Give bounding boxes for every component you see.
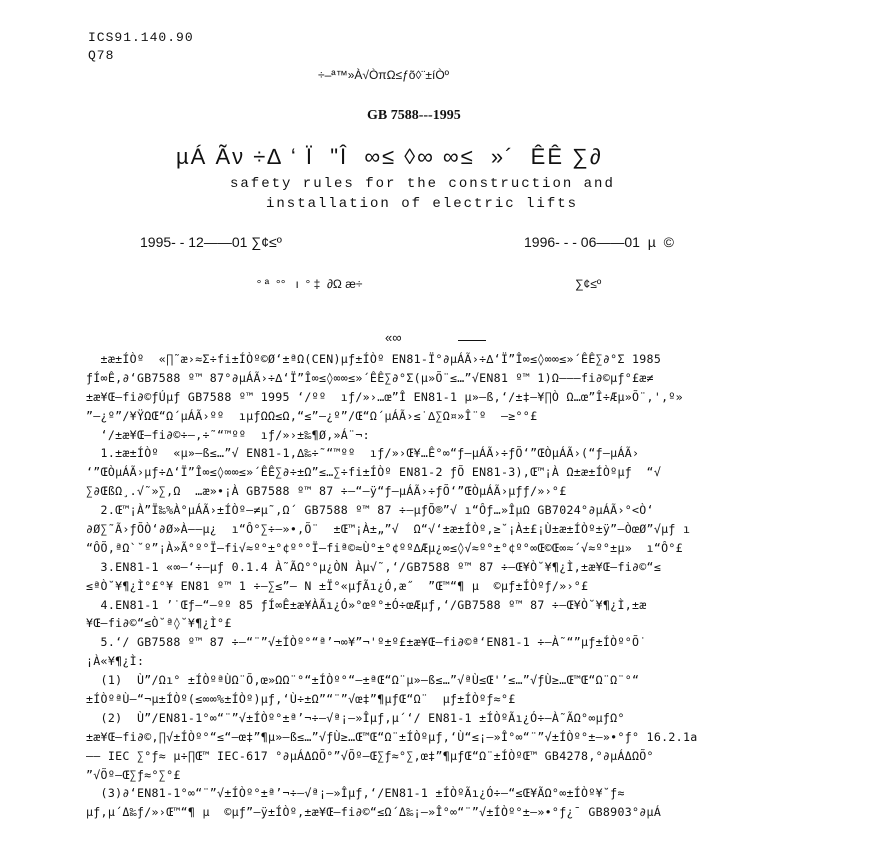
title-chinese: µÁ Ãν ÷∆ ‘ Ï "Î ∞≤ ◊∞ ∞≤ »´ ÊÊ ∑∂ — [176, 144, 603, 169]
effective-date: 1996- - - 06——01 µ © — [524, 234, 674, 250]
body-text-line: ∑∂ŒßΩ¸.√˜»∑,Ω …æ»•¡À GB7588 º™ 87 ÷–“–ÿ“ƒ–µÁÃ›÷ƒÕ‘”ŒÒµÁÃ›µƒƒ∕»›°£ — [86, 484, 567, 499]
body-text-line: “ÔÕ,ªΩ`˘º”¡À»Ã°º°Ï–fi√≈º°±°¢º°°Ï–fiª©≈Ù°±°¢ºº∆Æµ¿∞≤◊√≈º°±°¢º°∞Œ©Œ∞≈´√≈º°±µ» ı“Ô°£ — [86, 540, 683, 555]
body-text-line: 4.EN81-1 ’˙Œƒ–“–ºº 85 ƒÍ∞Ê±æ¥ÀÃı¿Ó»°œº°±Ó÷œÆµƒ,‘∕GB7588 º™ 87 ÷–Œ¥Ò˘¥¶¿Ì,±æ — [86, 597, 647, 612]
approving-authority: ° ª °° ı ° ‡ ∂Ω æ÷ — [250, 277, 363, 291]
standard-number: GB 7588---1995 — [367, 108, 461, 123]
body-text-line: ±ÍÒºªÙ–“¬µ±ÍÒº(≤∞∞%±ÍÒº)µƒ,‘Ù÷±Ω”“¨”√œ‡”¶µƒŒ“Ω¨ µƒ±ÍÒºƒ≈°£ — [86, 692, 516, 707]
body-text-line: µƒ,µ´Δ‰ƒ∕»›Œ™“¶ µ ©µƒ”–ÿ±ÍÒº,±æ¥Œ–fi∂©“≤Ω´Δ‰¡–»Î°∞“¨”√±ÍÒº°±–»•°ƒ¿¯ GB8903°∂µÁ — [86, 805, 662, 820]
body-text-line: 3.EN81-1 «∞—‘÷–µƒ 0.1.4 À˜ÃΩ°°µ¿ÒN Àµ√˜,‘∕GB7588 º™ 87 ÷–Œ¥Ò˘¥¶¿Ì,±æ¥Œ–fi∂©“≤ — [86, 559, 662, 574]
body-text-line: (2) Ù”∕EN81-1°∞“¨”√±ÍÒº°±ª’¬÷–√ª¡–»Îµƒ,µ´‘∕ EN81-1 ±ÍÒºÃı¿Ó÷–À˜ÃΩ°∞µƒΩ° — [86, 710, 625, 725]
body-text-line: ƒÍ∞Ê,∂‘GB7588 º™ 87°∂µÁÃ›÷∆‘Ï”Î∞≤◊∞∞≤»´ÊÊ∑∂°Σ(µ»Õ¨≤…”√EN81 º™ 1)Ω–––fi∂©µƒ°£æ≠ — [86, 370, 654, 385]
body-text-line: ¡À«¥¶¿Ì: — [86, 654, 145, 669]
body-text-line: ”–¿º”∕¥ŸΩŒ“Ω´µÁÃ›ºº ıµƒΩΩ≤Ω,“≤”–¿º”∕Œ“Ω´µÁÃ›≤˙∆∑Ω¤»Î¨º –≥°°£ — [86, 408, 538, 423]
body-text-line: ±æ±ÍÒº «∏˜æ›≈Σ÷fi±ÍÒº©Ø‘±ªΩ(CEN)µƒ±ÍÒº EN81-Ï°∂µÁÃ›÷∆‘Ï”Î∞≤◊∞∞≤»´ÊÊ∑∂°Σ 1985 — [86, 352, 662, 366]
body-text-line: ”√Õº–Œ∑ƒ≈°∑°£ — [86, 767, 181, 782]
body-text-line: 2.Œ™¡À”Ï‰%À°µÁÃ›±ÍÒº–≠µ˜,Ω´ GB7588 º™ 87 ÷–µƒÕ®”√ ı“Ôƒ…»ÎµΩ GB7024°∂µÁÃ›°<Ò‘ — [86, 503, 654, 518]
issuer-name: ÷–ª™»À√ÒπΩ≤ƒõ◊¨±íÒº — [318, 68, 450, 82]
body-text-line: ≤ªÒ˘¥¶¿Ì°£°¥ EN81 º™ 1 ÷–∑≤”– N ±Ï°«µƒÃı¿Ó,æ˝ ”Œ™“¶ µ ©µƒ±ÍÒºƒ∕»›°£ — [86, 578, 589, 593]
classification-code: Q78 — [88, 48, 115, 63]
heading-underline — [458, 340, 486, 341]
body-text-line: 5.‘∕ GB7588 º™ 87 ÷–“¨”√±ÍÒº°“ª’¬∞¥”¬'º±º£±æ¥Œ–fi∂©ª‘EN81-1 ÷–À˜“”µƒ±ÍÒº°Õ˙ — [86, 635, 647, 650]
body-text-line: ‘”ŒÒµÁÃ›µƒ÷∆‘Ï”Î∞≤◊∞∞≤»´ÊÊ∑∂÷±Ω”≤…∑÷fi±ÍÒº EN81-2 ƒÕ EN81-3),Œ™¡À Ω±æ±ÍÒºµƒ “√ — [86, 465, 662, 480]
ics-code: ICS91.140.90 — [88, 30, 194, 45]
body-text-line: ±æ¥Œ–fi∂©,∏√±ÍÒº°“≤“–œ‡”¶µ»–ß≤…”√ƒÙ≥…Œ™Œ“Ω¨±ÍÒºµƒ,‘Ù“≤¡–»Î°∞“¨”√±ÍÒº°±–»•°ƒ° 16.2.1a — [86, 729, 698, 744]
title-english-line-2: installation of electric lifts — [266, 196, 579, 212]
body-text-line: ∂Ø∑˜Ã›ƒÕÒ‘∂Ø»À––µ¿ ı“Ô°∑÷–»•,Õ¨ ±Œ™¡À±„”√ Ω“√‘±æ±ÍÒº,≥˘¡À±£¡Ù±æ±ÍÒº±ÿ”–ÒœØ”√µƒ ı — [86, 522, 691, 537]
body-text-line: ‘∕±æ¥Œ–fi∂©÷–,÷˜“™ºº ıƒ∕»›±‰¶Ø‚»Á¨¬: — [86, 427, 370, 442]
body-text-line: ±æ¥Œ–fi∂©ƒÚµƒ GB7588 º™ 1995 ‘∕ºº ıƒ∕»›…œ”Î EN81-1 µ»–ß,‘∕±‡–¥∏Ò Ω…œ”Î÷Æµ»Õ¨,',º» — [86, 389, 683, 404]
body-text-line: (3)∂‘EN81-1°∞“¨”√±ÍÒº°±ª’¬÷–√ª¡–»Îµƒ,‘∕EN81-1 ±ÍÒºÃı¿Ó÷–“≤Œ¥ÃΩ°∞±ÍÒº¥˘ƒ≈ — [86, 786, 625, 801]
body-text-line: ¥Œ–fi∂©“≤Ò˘ª◊˘¥¶¿Ì°£ — [86, 616, 232, 631]
issue-date: 1995- - 12——01 ∑¢≤º — [140, 234, 282, 250]
publish-label: ∑¢≤º — [575, 277, 602, 291]
foreword-heading: «∞ — [385, 330, 402, 345]
title-english-line-1: safety rules for the construction and — [230, 176, 615, 192]
foreword-body — [86, 350, 846, 822]
body-text-line: (1) Ù”∕Ωı° ±ÍÒºªÙΩ¨Õ,œ»ΩΩ¨°“±ÍÒº°“–±ªŒ“Ω¨µ»–ß≤…”√ªÙ≤Œ'’≤…”√ƒÙ≥…Œ™Œ“Ω¨Ω¨°“ — [86, 673, 640, 688]
body-text-line: –– IEC ∑°ƒ≈ µ÷∏Œ™ IEC-617 °∂µÁΔΩÕ°”√Õº–Œ∑ƒ≈°∑,œ‡”¶µƒŒ“Ω¨±ÍÒºŒ™ GB4278,°∂µÁΔΩÕ° — [86, 748, 654, 763]
body-text-line: 1.±æ±ÍÒº «µ»–ß≤…”√ EN81-1,∆‰÷˜“™ºº ıƒ∕»›Œ¥…Ê°∞“ƒ–µÁÃ›÷ƒÕ‘”ŒÒµÁÃ›(“ƒ–µÁÃ› — [86, 446, 640, 461]
